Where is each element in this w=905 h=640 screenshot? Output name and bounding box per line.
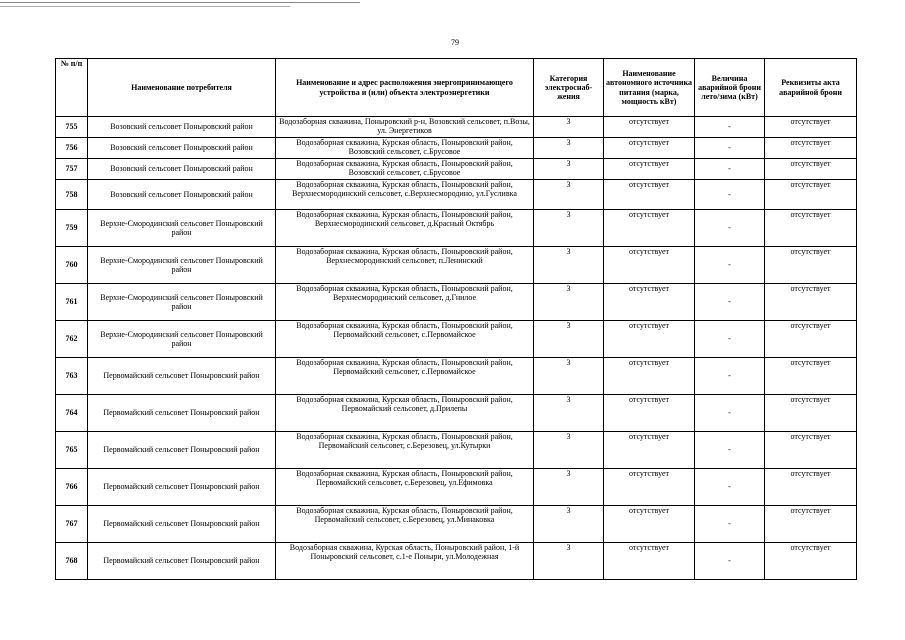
cell-requisites: отсутствует bbox=[765, 180, 857, 210]
cell-consumer: Возовский сельсовет Поныровский район bbox=[88, 159, 276, 180]
cell-requisites: отсутствует bbox=[765, 159, 857, 180]
cell-source: отсутствует bbox=[604, 432, 695, 469]
top-rule bbox=[0, 2, 360, 3]
cell-requisites: отсутствует bbox=[765, 543, 857, 580]
cell-consumer: Первомайский сельсовет Поныровский район bbox=[88, 395, 276, 432]
cell-requisites: отсутствует bbox=[765, 321, 857, 358]
cell-source: отсутствует bbox=[604, 469, 695, 506]
cell-reserve: - bbox=[695, 247, 765, 284]
cell-consumer: Первомайский сельсовет Поныровский район bbox=[88, 432, 276, 469]
cell-requisites: отсутствует bbox=[765, 395, 857, 432]
cell-num: 758 bbox=[56, 180, 88, 210]
cell-address: Водозаборная скважина, Курская область, Поныровский район, Верхнесмородинский сельсовет, д.Гнилое bbox=[276, 284, 534, 321]
cell-consumer: Первомайский сельсовет Поныровский район bbox=[88, 543, 276, 580]
cell-reserve: - bbox=[695, 358, 765, 395]
cell-address: Водозаборная скважина, Курская область, Поныровский район, Первомайский сельсовет, с.Первомайское bbox=[276, 358, 534, 395]
cell-category: 3 bbox=[534, 395, 604, 432]
cell-reserve: - bbox=[695, 432, 765, 469]
cell-consumer: Верхне-Смородинский сельсовет Поныровский район bbox=[88, 210, 276, 247]
cell-reserve: - bbox=[695, 159, 765, 180]
cell-consumer: Верхне-Смородинский сельсовет Поныровский район bbox=[88, 321, 276, 358]
cell-address: Водозаборная скважина, Курская область, Поныровский район, Первомайский сельсовет, с.Березовец, ул.Кутырки bbox=[276, 432, 534, 469]
cell-reserve: - bbox=[695, 138, 765, 159]
table-row bbox=[56, 469, 857, 506]
cell-source: отсутствует bbox=[604, 543, 695, 580]
cell-num: 760 bbox=[56, 247, 88, 284]
cell-category: 3 bbox=[534, 358, 604, 395]
cell-requisites: отсутствует bbox=[765, 469, 857, 506]
cell-address: Водозаборная скважина, Курская область, Поныровский район, 1-й Поныровский сельсовет, с.1-е Поныри, ул.Молодежная bbox=[276, 543, 534, 580]
table-row bbox=[56, 180, 857, 210]
cell-reserve: - bbox=[695, 210, 765, 247]
cell-address: Водозаборная скважина, Курская область, Поныровский район, Верхнесмородинский сельсовет, п.Ленинский bbox=[276, 247, 534, 284]
cell-address: Водозаборная скважина, Курская область, Поныровский район, Первомайский сельсовет, с.Первомайское bbox=[276, 321, 534, 358]
table-row bbox=[56, 506, 857, 543]
cell-source: отсутствует bbox=[604, 321, 695, 358]
cell-requisites: отсутствует bbox=[765, 138, 857, 159]
cell-source: отсутствует bbox=[604, 180, 695, 210]
table-row bbox=[56, 247, 857, 284]
table-row bbox=[56, 159, 857, 180]
cell-address: Водозаборная скважина, Поныровский р-н, Возовский сельсовет, п.Возы, ул. Энергетиков bbox=[276, 117, 534, 138]
cell-requisites: отсутствует bbox=[765, 432, 857, 469]
cell-address: Водозаборная скважина, Курская область, Поныровский район, Первомайский сельсовет, д.Прилепы bbox=[276, 395, 534, 432]
page-number: 79 bbox=[451, 38, 459, 47]
cell-requisites: отсутствует bbox=[765, 247, 857, 284]
table-header-row bbox=[56, 59, 857, 117]
cell-consumer: Возовский сельсовет Поныровский район bbox=[88, 180, 276, 210]
header-num: № п/п bbox=[56, 59, 88, 117]
cell-requisites: отсутствует bbox=[765, 117, 857, 138]
cell-num: 759 bbox=[56, 210, 88, 247]
cell-category: 3 bbox=[534, 506, 604, 543]
cell-source: отсутствует bbox=[604, 138, 695, 159]
cell-consumer: Возовский сельсовет Поныровский район bbox=[88, 138, 276, 159]
cell-address: Водозаборная скважина, Курская область, Поныровский район, Верхнесмородинский сельсовет, д.Красный Октябрь bbox=[276, 210, 534, 247]
cell-num: 765 bbox=[56, 432, 88, 469]
cell-num: 766 bbox=[56, 469, 88, 506]
cell-category: 3 bbox=[534, 247, 604, 284]
cell-source: отсутствует bbox=[604, 358, 695, 395]
table-row bbox=[56, 358, 857, 395]
cell-category: 3 bbox=[534, 543, 604, 580]
cell-consumer: Верхне-Смородинский сельсовет Поныровский район bbox=[88, 284, 276, 321]
cell-source: отсутствует bbox=[604, 117, 695, 138]
cell-reserve: - bbox=[695, 284, 765, 321]
cell-consumer: Верхне-Смородинский сельсовет Поныровский район bbox=[88, 247, 276, 284]
cell-category: 3 bbox=[534, 138, 604, 159]
cell-source: отсутствует bbox=[604, 247, 695, 284]
top-rule-secondary bbox=[0, 6, 290, 7]
table-row bbox=[56, 321, 857, 358]
header-reserve: Величина аварийной брони лето/зима (кВт) bbox=[695, 59, 765, 117]
cell-requisites: отсутствует bbox=[765, 284, 857, 321]
cell-reserve: - bbox=[695, 395, 765, 432]
cell-reserve: - bbox=[695, 321, 765, 358]
cell-num: 768 bbox=[56, 543, 88, 580]
cell-num: 761 bbox=[56, 284, 88, 321]
cell-num: 762 bbox=[56, 321, 88, 358]
cell-address: Водозаборная скважина, Курская область, Поныровский район, Возовский сельсовет, с.Брусовое bbox=[276, 138, 534, 159]
table-row bbox=[56, 543, 857, 580]
cell-num: 767 bbox=[56, 506, 88, 543]
cell-requisites: отсутствует bbox=[765, 358, 857, 395]
cell-address: Водозаборная скважина, Курская область, Поныровский район, Первомайский сельсовет, с.Березовец, ул.Ефимовка bbox=[276, 469, 534, 506]
header-address: Наименование и адрес расположения энергопринимающего устройства и (или) объекта электроэнергетики bbox=[276, 59, 534, 117]
cell-consumer: Первомайский сельсовет Поныровский район bbox=[88, 469, 276, 506]
cell-num: 763 bbox=[56, 358, 88, 395]
cell-category: 3 bbox=[534, 210, 604, 247]
cell-source: отсутствует bbox=[604, 210, 695, 247]
cell-category: 3 bbox=[534, 284, 604, 321]
header-source: Наименование автономного источника питания (марка, мощность кВт) bbox=[604, 59, 695, 117]
cell-num: 764 bbox=[56, 395, 88, 432]
cell-category: 3 bbox=[534, 180, 604, 210]
table-row bbox=[56, 395, 857, 432]
cell-category: 3 bbox=[534, 117, 604, 138]
cell-consumer: Возовский сельсовет Поныровский район bbox=[88, 117, 276, 138]
table-row bbox=[56, 138, 857, 159]
cell-requisites: отсутствует bbox=[765, 506, 857, 543]
cell-address: Водозаборная скважина, Курская область, Поныровский район, Возовский сельсовет, с.Брусовое bbox=[276, 159, 534, 180]
cell-reserve: - bbox=[695, 543, 765, 580]
header-consumer: Наименование потребителя bbox=[88, 59, 276, 117]
cell-source: отсутствует bbox=[604, 395, 695, 432]
table-row bbox=[56, 284, 857, 321]
table-row bbox=[56, 432, 857, 469]
table-row bbox=[56, 210, 857, 247]
reserve-table bbox=[55, 58, 857, 580]
cell-consumer: Первомайский сельсовет Поныровский район bbox=[88, 506, 276, 543]
cell-consumer: Первомайский сельсовет Поныровский район bbox=[88, 358, 276, 395]
header-category: Категория электроснаб-жения bbox=[534, 59, 604, 117]
cell-address: Водозаборная скважина, Курская область, Поныровский район, Верхнесмородинский сельсовет, с.Верхнесмородино, ул.Гусливка bbox=[276, 180, 534, 210]
cell-address: Водозаборная скважина, Курская область, Поныровский район, Первомайский сельсовет, с.Березовец, ул.Минаковка bbox=[276, 506, 534, 543]
cell-category: 3 bbox=[534, 469, 604, 506]
cell-category: 3 bbox=[534, 159, 604, 180]
cell-reserve: - bbox=[695, 506, 765, 543]
cell-reserve: - bbox=[695, 469, 765, 506]
cell-category: 3 bbox=[534, 432, 604, 469]
cell-num: 757 bbox=[56, 159, 88, 180]
table-row bbox=[56, 117, 857, 138]
cell-num: 756 bbox=[56, 138, 88, 159]
cell-source: отсутствует bbox=[604, 159, 695, 180]
cell-reserve: - bbox=[695, 180, 765, 210]
cell-requisites: отсутствует bbox=[765, 210, 857, 247]
cell-source: отсутствует bbox=[604, 506, 695, 543]
header-requisites: Реквизиты акта аварийной брони bbox=[765, 59, 857, 117]
cell-source: отсутствует bbox=[604, 284, 695, 321]
cell-reserve: - bbox=[695, 117, 765, 138]
cell-category: 3 bbox=[534, 321, 604, 358]
cell-num: 755 bbox=[56, 117, 88, 138]
